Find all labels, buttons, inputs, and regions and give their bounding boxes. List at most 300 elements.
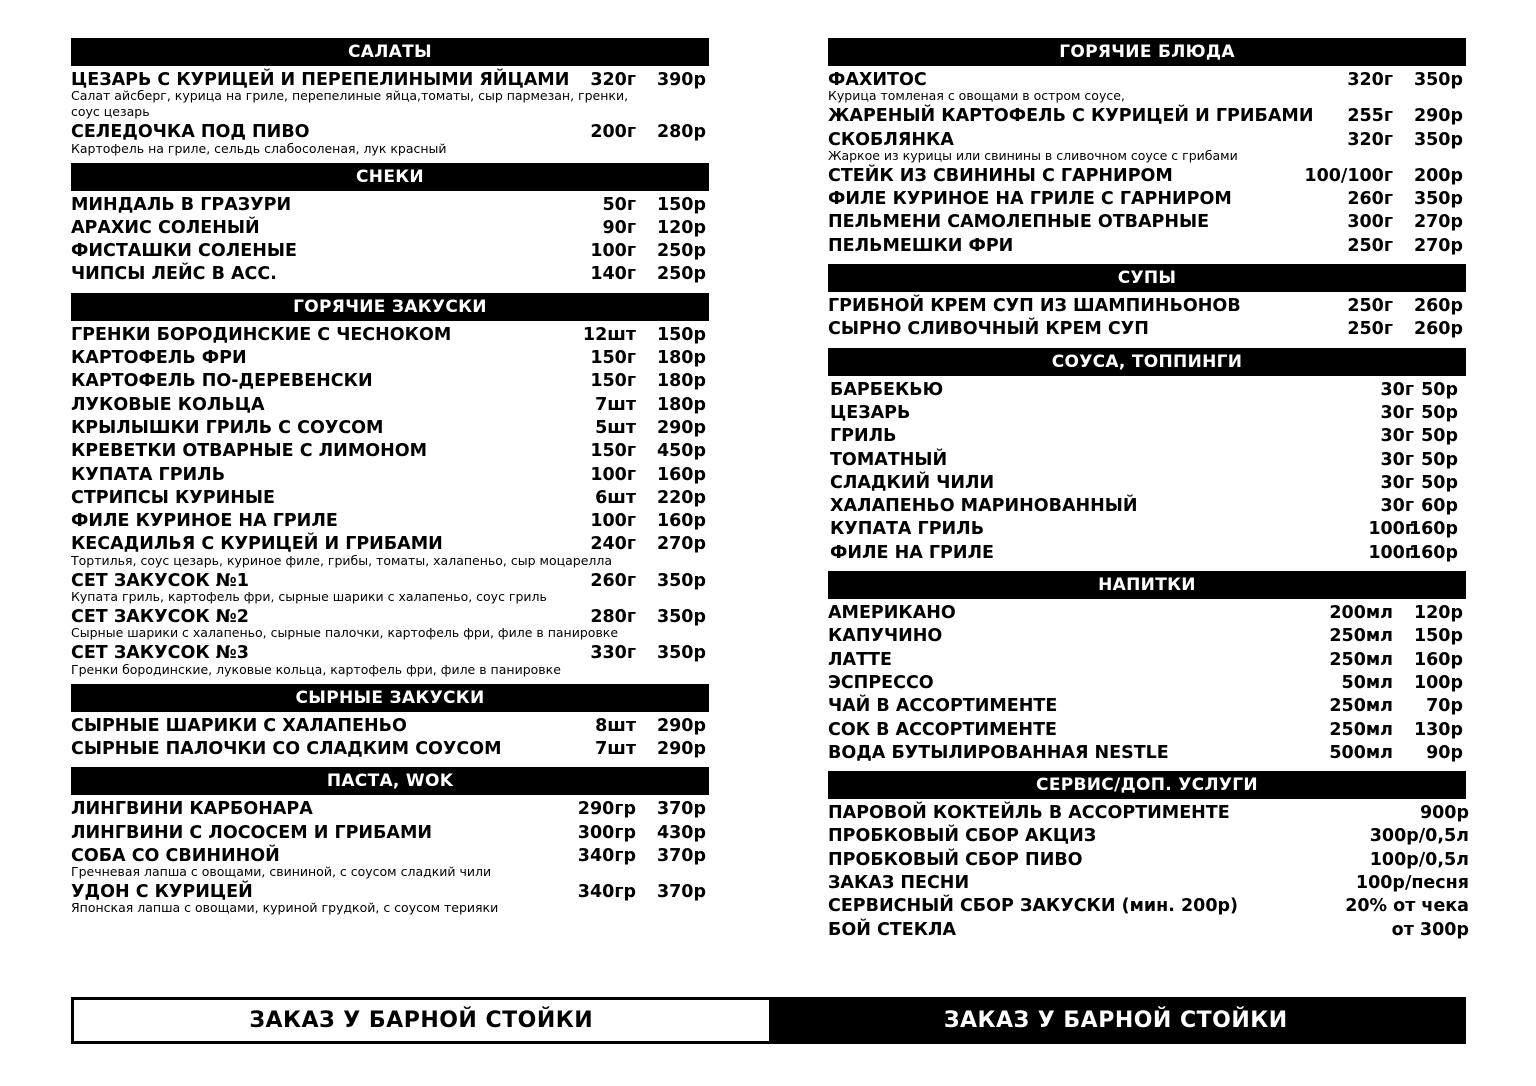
section-header: СОУСА, ТОППИНГИ [828, 348, 1466, 376]
menu-section [828, 264, 1466, 342]
menu-item-row [828, 802, 1469, 825]
menu-item-row [71, 570, 709, 593]
menu-item [71, 642, 709, 677]
menu-item-row [828, 472, 1466, 495]
item-name: КУПАТА ГРИЛЬ [830, 519, 985, 540]
section-items [71, 712, 709, 762]
item-price: 90р [1426, 742, 1463, 763]
menu-item [828, 129, 1466, 164]
menu-item-row [828, 211, 1466, 234]
menu-item-row [828, 295, 1466, 318]
item-weight: 100г [590, 511, 636, 532]
item-price: 180р [656, 348, 706, 369]
menu-section [71, 767, 709, 916]
item-name: ФИЛЕ КУРИНОЕ НА ГРИЛЕ [71, 511, 338, 532]
item-description: Картофель на гриле, сельдь слабосоленая, лук красный [71, 140, 447, 156]
section-items [828, 376, 1466, 565]
item-weight: 250мл [1329, 649, 1393, 670]
section-header: ПАСТА, WOK [71, 767, 709, 795]
item-weight: 250г [1347, 296, 1393, 317]
menu-item [71, 194, 709, 217]
item-price: 290р [1413, 106, 1463, 127]
menu-item-row [71, 240, 709, 263]
item-name: СЕРВИСНЫЙ СБОР ЗАКУСКИ (мин. 200р) [828, 896, 1239, 917]
item-weight: 7шт [595, 394, 636, 415]
menu-item-row [828, 895, 1469, 918]
menu-section [71, 38, 709, 157]
item-weight: 500мл [1329, 742, 1393, 763]
menu-item-row [71, 347, 709, 370]
menu-item-row [828, 849, 1469, 872]
item-name: ПЕЛЬМЕНИ САМОЛЕПНЫЕ ОТВАРНЫЕ [828, 212, 1210, 233]
menu-item-row [828, 542, 1466, 565]
menu-section [828, 38, 1466, 258]
menu-item-row [828, 742, 1466, 765]
item-weight: 30г [1380, 379, 1414, 400]
item-price: 150р [656, 324, 706, 345]
item-name: БАРБЕКЬЮ [830, 379, 944, 400]
item-price: 370р [656, 845, 706, 866]
item-name: КРЫЛЫШКИ ГРИЛЬ С СОУСОМ [71, 417, 384, 438]
menu-item-row [71, 417, 709, 440]
item-name: СТРИПСЫ КУРИНЫЕ [71, 487, 275, 508]
menu-item-row [828, 129, 1466, 152]
item-name: ЧАЙ В АССОРТИМЕНТЕ [828, 696, 1058, 717]
section-header: ГОРЯЧИЕ БЛЮДА [828, 38, 1466, 66]
item-description: Японская лапша с овощами, куриной грудкой, с соусом терияки [71, 900, 499, 916]
item-price: 180р [656, 394, 706, 415]
item-weight: 100г [1368, 519, 1414, 540]
item-name: АРАХИС СОЛЕНЫЙ [71, 217, 260, 238]
item-price: 150р [1413, 626, 1463, 647]
item-weight: 150г [590, 348, 636, 369]
item-price: 160р [1408, 542, 1458, 563]
menu-item [71, 715, 709, 738]
item-price: 120р [1413, 603, 1463, 624]
item-weight: 30г [1380, 472, 1414, 493]
item-name: УДОН С КУРИЦЕЙ [71, 882, 253, 903]
item-weight: 100г [590, 464, 636, 485]
menu-item-row [828, 69, 1466, 92]
item-name: ФИЛЕ КУРИНОЕ НА ГРИЛЕ С ГАРНИРОМ [828, 189, 1232, 210]
item-weight: 250г [1347, 235, 1393, 256]
item-price: 350р [656, 570, 706, 591]
item-name: СЕТ ЗАКУСОК №2 [71, 607, 249, 628]
item-description: Купата гриль, картофель фри, сырные шарики с халапеньо, соус гриль [71, 589, 547, 605]
menu-section [71, 293, 709, 678]
menu-item [828, 672, 1466, 695]
item-weight: 240г [590, 534, 636, 555]
menu-item [71, 570, 709, 605]
item-name: СТЕЙК ИЗ СВИНИНЫ С ГАРНИРОМ [828, 165, 1173, 186]
item-name: ФАХИТОС [828, 70, 927, 90]
item-price: 70р [1426, 696, 1463, 717]
footer-right-label: ЗАКАЗ У БАРНОЙ СТОЙКИ [769, 1000, 1464, 1041]
menu-item [71, 606, 709, 641]
item-description: Салат айсберг, курица на гриле, перепелиные яйца,томаты, сыр пармезан, гренки, соус цезарь [71, 88, 629, 120]
menu-item [828, 802, 1469, 825]
section-items [71, 66, 709, 157]
item-weight: 90г [602, 217, 636, 238]
menu-item-row [828, 402, 1466, 425]
menu-item [828, 849, 1469, 872]
item-weight: 8шт [595, 715, 636, 736]
item-price: 160р [656, 464, 706, 485]
item-price: 160р [1408, 519, 1458, 540]
menu-section [828, 771, 1469, 942]
menu-item [71, 881, 709, 916]
item-description: Тортилья, соус цезарь, куриное филе, грибы, томаты, халапеньо, сыр моцарелла [71, 552, 613, 568]
item-name: ГРЕНКИ БОРОДИНСКИЕ С ЧЕСНОКОМ [71, 324, 452, 345]
item-weight: 300г [1347, 212, 1393, 233]
item-price: 350р [1413, 70, 1463, 90]
item-price: 180р [656, 371, 706, 392]
menu-item [71, 217, 709, 240]
section-items [828, 66, 1466, 258]
menu-item-row [71, 464, 709, 487]
menu-item-row [71, 487, 709, 510]
menu-item [71, 347, 709, 370]
menu-item [828, 872, 1469, 895]
item-name: ТОМАТНЫЙ [830, 449, 948, 470]
item-weight: 50г [602, 194, 636, 215]
menu-item-row [828, 602, 1466, 625]
item-name: СЫРНЫЕ ПАЛОЧКИ СО СЛАДКИМ СОУСОМ [71, 738, 502, 759]
item-price: 270р [1413, 235, 1463, 256]
section-items [828, 292, 1466, 342]
section-items [828, 799, 1469, 942]
item-weight: 12шт [582, 324, 636, 345]
item-name: СЕЛЕДОЧКА ПОД ПИВО [71, 122, 310, 143]
menu-item [71, 263, 709, 286]
item-name: СЛАДКИЙ ЧИЛИ [830, 472, 995, 493]
menu-item-row [828, 495, 1466, 518]
item-weight: 150г [590, 441, 636, 462]
menu-item [71, 370, 709, 393]
item-price: 270р [1413, 212, 1463, 233]
item-weight: 200мл [1329, 603, 1393, 624]
item-name: СОК В АССОРТИМЕНТЕ [828, 719, 1057, 740]
menu-item [71, 845, 709, 880]
item-price: 160р [1413, 649, 1463, 670]
section-items [71, 795, 709, 916]
menu-item [828, 602, 1466, 625]
item-weight: 280г [590, 607, 636, 628]
item-weight: 7шт [595, 738, 636, 759]
item-weight: 255г [1347, 106, 1393, 127]
item-price: 50р [1421, 449, 1458, 470]
menu-item [828, 402, 1466, 425]
section-items [828, 599, 1466, 765]
menu-item-row [828, 425, 1466, 448]
menu-item-row [71, 263, 709, 286]
item-name: ЭСПРЕССО [828, 672, 934, 693]
item-name: ВОДА БУТЫЛИРОВАННАЯ NESTLE [828, 742, 1169, 763]
menu-item [828, 449, 1466, 472]
menu-item [71, 822, 709, 845]
menu-item [71, 440, 709, 463]
item-name: ЛИНГВИНИ КАРБОНАРА [71, 799, 313, 820]
menu-item-row [71, 642, 709, 665]
menu-item [828, 695, 1466, 718]
footer-banner [71, 997, 1466, 1044]
menu-item-row [828, 449, 1466, 472]
menu-item [828, 472, 1466, 495]
section-header: СЕРВИС/ДОП. УСЛУГИ [828, 771, 1466, 799]
menu-item-row [828, 719, 1466, 742]
menu-item-row [828, 625, 1466, 648]
menu-item-row [71, 440, 709, 463]
menu-item [828, 235, 1466, 258]
menu-item [828, 895, 1469, 918]
menu-item-row [828, 919, 1469, 942]
menu-item [71, 533, 709, 568]
item-description: Гренки бородинские, луковые кольца, картофель фри, филе в панировке [71, 661, 561, 677]
item-name: СОБА СО СВИНИНОЙ [71, 845, 280, 866]
item-name: ЦЕЗАРЬ [830, 402, 911, 423]
item-price: 350р [656, 607, 706, 628]
item-price: 130р [1413, 719, 1463, 740]
item-name: СКОБЛЯНКА [828, 129, 954, 150]
item-price: 390р [656, 70, 706, 90]
menu-item-row [828, 518, 1466, 541]
menu-item [828, 425, 1466, 448]
item-weight: 340гр [577, 882, 636, 903]
item-name: ЖАРЕНЫЙ КАРТОФЕЛЬ С КУРИЦЕЙ И ГРИБАМИ [828, 106, 1314, 127]
item-name: ПАРОВОЙ КОКТЕЙЛЬ В АССОРТИМЕНТЕ [828, 803, 1230, 824]
item-price: 200р [1413, 165, 1463, 186]
menu-item-row [828, 165, 1466, 188]
right-menu-column [828, 38, 1469, 948]
menu-item-row [71, 370, 709, 393]
section-header: ГОРЯЧИЕ ЗАКУСКИ [71, 293, 709, 321]
menu-item-row [71, 715, 709, 738]
item-price: 260р [1413, 319, 1463, 340]
item-name: КАРТОФЕЛЬ ПО-ДЕРЕВЕНСКИ [71, 371, 373, 392]
item-weight: 340гр [577, 845, 636, 866]
item-name: ЦЕЗАРЬ С КУРИЦЕЙ И ПЕРЕПЕЛИНЫМИ ЯЙЦАМИ [71, 70, 570, 90]
menu-item [828, 625, 1466, 648]
item-price: 280р [656, 122, 706, 143]
item-name: ФИСТАШКИ СОЛЕНЫЕ [71, 241, 297, 262]
menu-item [71, 510, 709, 533]
item-price: 100р [1413, 672, 1463, 693]
item-price: 250р [656, 241, 706, 262]
item-name: ПРОБКОВЫЙ СБОР ПИВО [828, 849, 1083, 870]
item-price: от 300р [1391, 919, 1469, 940]
item-price: 350р [1413, 129, 1463, 150]
item-weight: 250мл [1329, 719, 1393, 740]
menu-item [828, 318, 1466, 341]
menu-item-row [828, 872, 1469, 895]
item-price: 100р/песня [1355, 873, 1469, 894]
menu-item-row [71, 881, 709, 904]
item-price: 370р [656, 799, 706, 820]
menu-item-row [71, 845, 709, 868]
item-name: СЕТ ЗАКУСОК №3 [71, 643, 249, 664]
menu-section [71, 684, 709, 762]
item-price: 350р [656, 643, 706, 664]
item-weight: 250мл [1329, 626, 1393, 647]
item-price: 50р [1421, 472, 1458, 493]
item-price: 900р [1419, 803, 1469, 824]
menu-section [828, 571, 1466, 765]
section-items [71, 191, 709, 287]
item-description: Жаркое из курицы или свинины в сливочном соусе с грибами [828, 147, 1238, 163]
menu-item [71, 738, 709, 761]
item-price: 260р [1413, 296, 1463, 317]
item-name: ГРИЛЬ [830, 426, 897, 447]
item-weight: 200г [590, 122, 636, 143]
menu-item-row [71, 217, 709, 240]
item-weight: 30г [1380, 449, 1414, 470]
item-price: 60р [1421, 496, 1458, 517]
menu-item-row [828, 695, 1466, 718]
item-weight: 100г [590, 241, 636, 262]
menu-item [828, 719, 1466, 742]
item-weight: 260г [590, 570, 636, 591]
item-name: ЧИПСЫ ЛЕЙС В АСС. [71, 264, 277, 285]
item-price: 430р [656, 822, 706, 843]
menu-item [828, 69, 1466, 104]
section-items [71, 321, 709, 678]
menu-item [828, 919, 1469, 942]
item-weight: 250мл [1329, 696, 1393, 717]
menu-item [828, 188, 1466, 211]
item-price: 160р [656, 511, 706, 532]
item-name: ФИЛЕ НА ГРИЛЕ [830, 542, 994, 563]
item-name: СЫРНО СЛИВОЧНЫЙ КРЕМ СУП [828, 319, 1149, 340]
menu-item [828, 165, 1466, 188]
item-weight: 30г [1380, 426, 1414, 447]
item-price: 350р [1413, 189, 1463, 210]
item-price: 50р [1421, 402, 1458, 423]
item-weight: 260г [1347, 189, 1393, 210]
menu-item [828, 542, 1466, 565]
menu-item-row [71, 533, 709, 556]
item-price: 270р [656, 534, 706, 555]
item-price: 100р/0,5л [1369, 849, 1469, 870]
menu-item-row [828, 318, 1466, 341]
menu-item-row [828, 105, 1466, 128]
menu-item [71, 417, 709, 440]
item-name: АМЕРИКАНО [828, 603, 956, 624]
item-name: КУПАТА ГРИЛЬ [71, 464, 226, 485]
item-description: Гречневая лапша с овощами, свининой, с соусом сладкий чили [71, 864, 492, 880]
menu-item [71, 69, 709, 120]
item-weight: 30г [1380, 402, 1414, 423]
menu-item-row [71, 69, 709, 92]
menu-item [828, 649, 1466, 672]
item-price: 290р [656, 417, 706, 438]
item-description: Сырные шарики с халапеньо, сырные палочки, картофель фри, филе в панировке [71, 625, 619, 641]
item-price: 50р [1421, 379, 1458, 400]
item-weight: 5шт [595, 417, 636, 438]
item-price: 50р [1421, 426, 1458, 447]
item-name: ЛУКОВЫЕ КОЛЬЦА [71, 394, 265, 415]
item-name: ЛАТТЕ [828, 649, 892, 670]
section-header: СУПЫ [828, 264, 1466, 292]
item-price: 220р [656, 487, 706, 508]
item-weight: 30г [1380, 496, 1414, 517]
menu-item-row [828, 235, 1466, 258]
menu-item-row [828, 672, 1466, 695]
item-name: ПРОБКОВЫЙ СБОР АКЦИЗ [828, 826, 1097, 847]
item-weight: 330г [590, 643, 636, 664]
item-name: СЫРНЫЕ ШАРИКИ С ХАЛАПЕНЬО [71, 715, 407, 736]
item-weight: 250г [1347, 319, 1393, 340]
item-weight: 300гр [577, 822, 636, 843]
item-name: ПЕЛЬМЕШКИ ФРИ [828, 235, 1014, 256]
footer-left-label: ЗАКАЗ У БАРНОЙ СТОЙКИ [74, 1000, 769, 1041]
menu-item [828, 742, 1466, 765]
menu-item [828, 825, 1469, 848]
menu-item-row [71, 822, 709, 845]
item-price: 290р [656, 738, 706, 759]
item-weight: 290гр [577, 799, 636, 820]
menu-item-row [71, 606, 709, 629]
item-weight: 150г [590, 371, 636, 392]
menu-item [828, 518, 1466, 541]
item-name: ЗАКАЗ ПЕСНИ [828, 873, 970, 894]
menu-item [71, 487, 709, 510]
menu-item [71, 394, 709, 417]
menu-item [828, 295, 1466, 318]
menu-item [71, 121, 709, 156]
menu-item [828, 379, 1466, 402]
item-name: КАПУЧИНО [828, 626, 943, 647]
menu-item [71, 240, 709, 263]
menu-item [71, 798, 709, 821]
item-weight: 6шт [595, 487, 636, 508]
item-weight: 320г [1347, 70, 1393, 90]
menu-item [71, 324, 709, 347]
menu-item-row [71, 394, 709, 417]
item-price: 300р/0,5л [1369, 826, 1469, 847]
item-price: 250р [656, 264, 706, 285]
menu-item-row [71, 798, 709, 821]
item-price: 20% от чека [1345, 896, 1469, 917]
item-name: БОЙ СТЕКЛА [828, 919, 957, 940]
item-name: СЕТ ЗАКУСОК №1 [71, 570, 249, 591]
menu-item [828, 495, 1466, 518]
item-description: Курица томленая с овощами в остром соусе, [828, 88, 1125, 104]
item-price: 150р [656, 194, 706, 215]
item-price: 120р [656, 217, 706, 238]
item-weight: 100/100г [1304, 165, 1393, 186]
menu-section [71, 163, 709, 287]
item-weight: 50мл [1341, 672, 1393, 693]
menu-item-row [828, 649, 1466, 672]
item-name: КАРТОФЕЛЬ ФРИ [71, 348, 247, 369]
menu-item [828, 105, 1466, 128]
menu-item-row [71, 121, 709, 144]
menu-item-row [828, 188, 1466, 211]
menu-item-row [828, 379, 1466, 402]
item-name: КРЕВЕТКИ ОТВАРНЫЕ С ЛИМОНОМ [71, 441, 428, 462]
menu-section [828, 348, 1466, 565]
item-name: КЕСАДИЛЬЯ С КУРИЦЕЙ И ГРИБАМИ [71, 534, 443, 555]
item-weight: 140г [590, 264, 636, 285]
menu-item-row [71, 738, 709, 761]
menu-item-row [828, 825, 1469, 848]
item-weight: 320г [1347, 129, 1393, 150]
item-name: ХАЛАПЕНЬО МАРИНОВАННЫЙ [830, 496, 1138, 517]
left-menu-column [71, 38, 709, 922]
section-header: СНЕКИ [71, 163, 709, 191]
item-price: 370р [656, 882, 706, 903]
menu-item-row [71, 510, 709, 533]
